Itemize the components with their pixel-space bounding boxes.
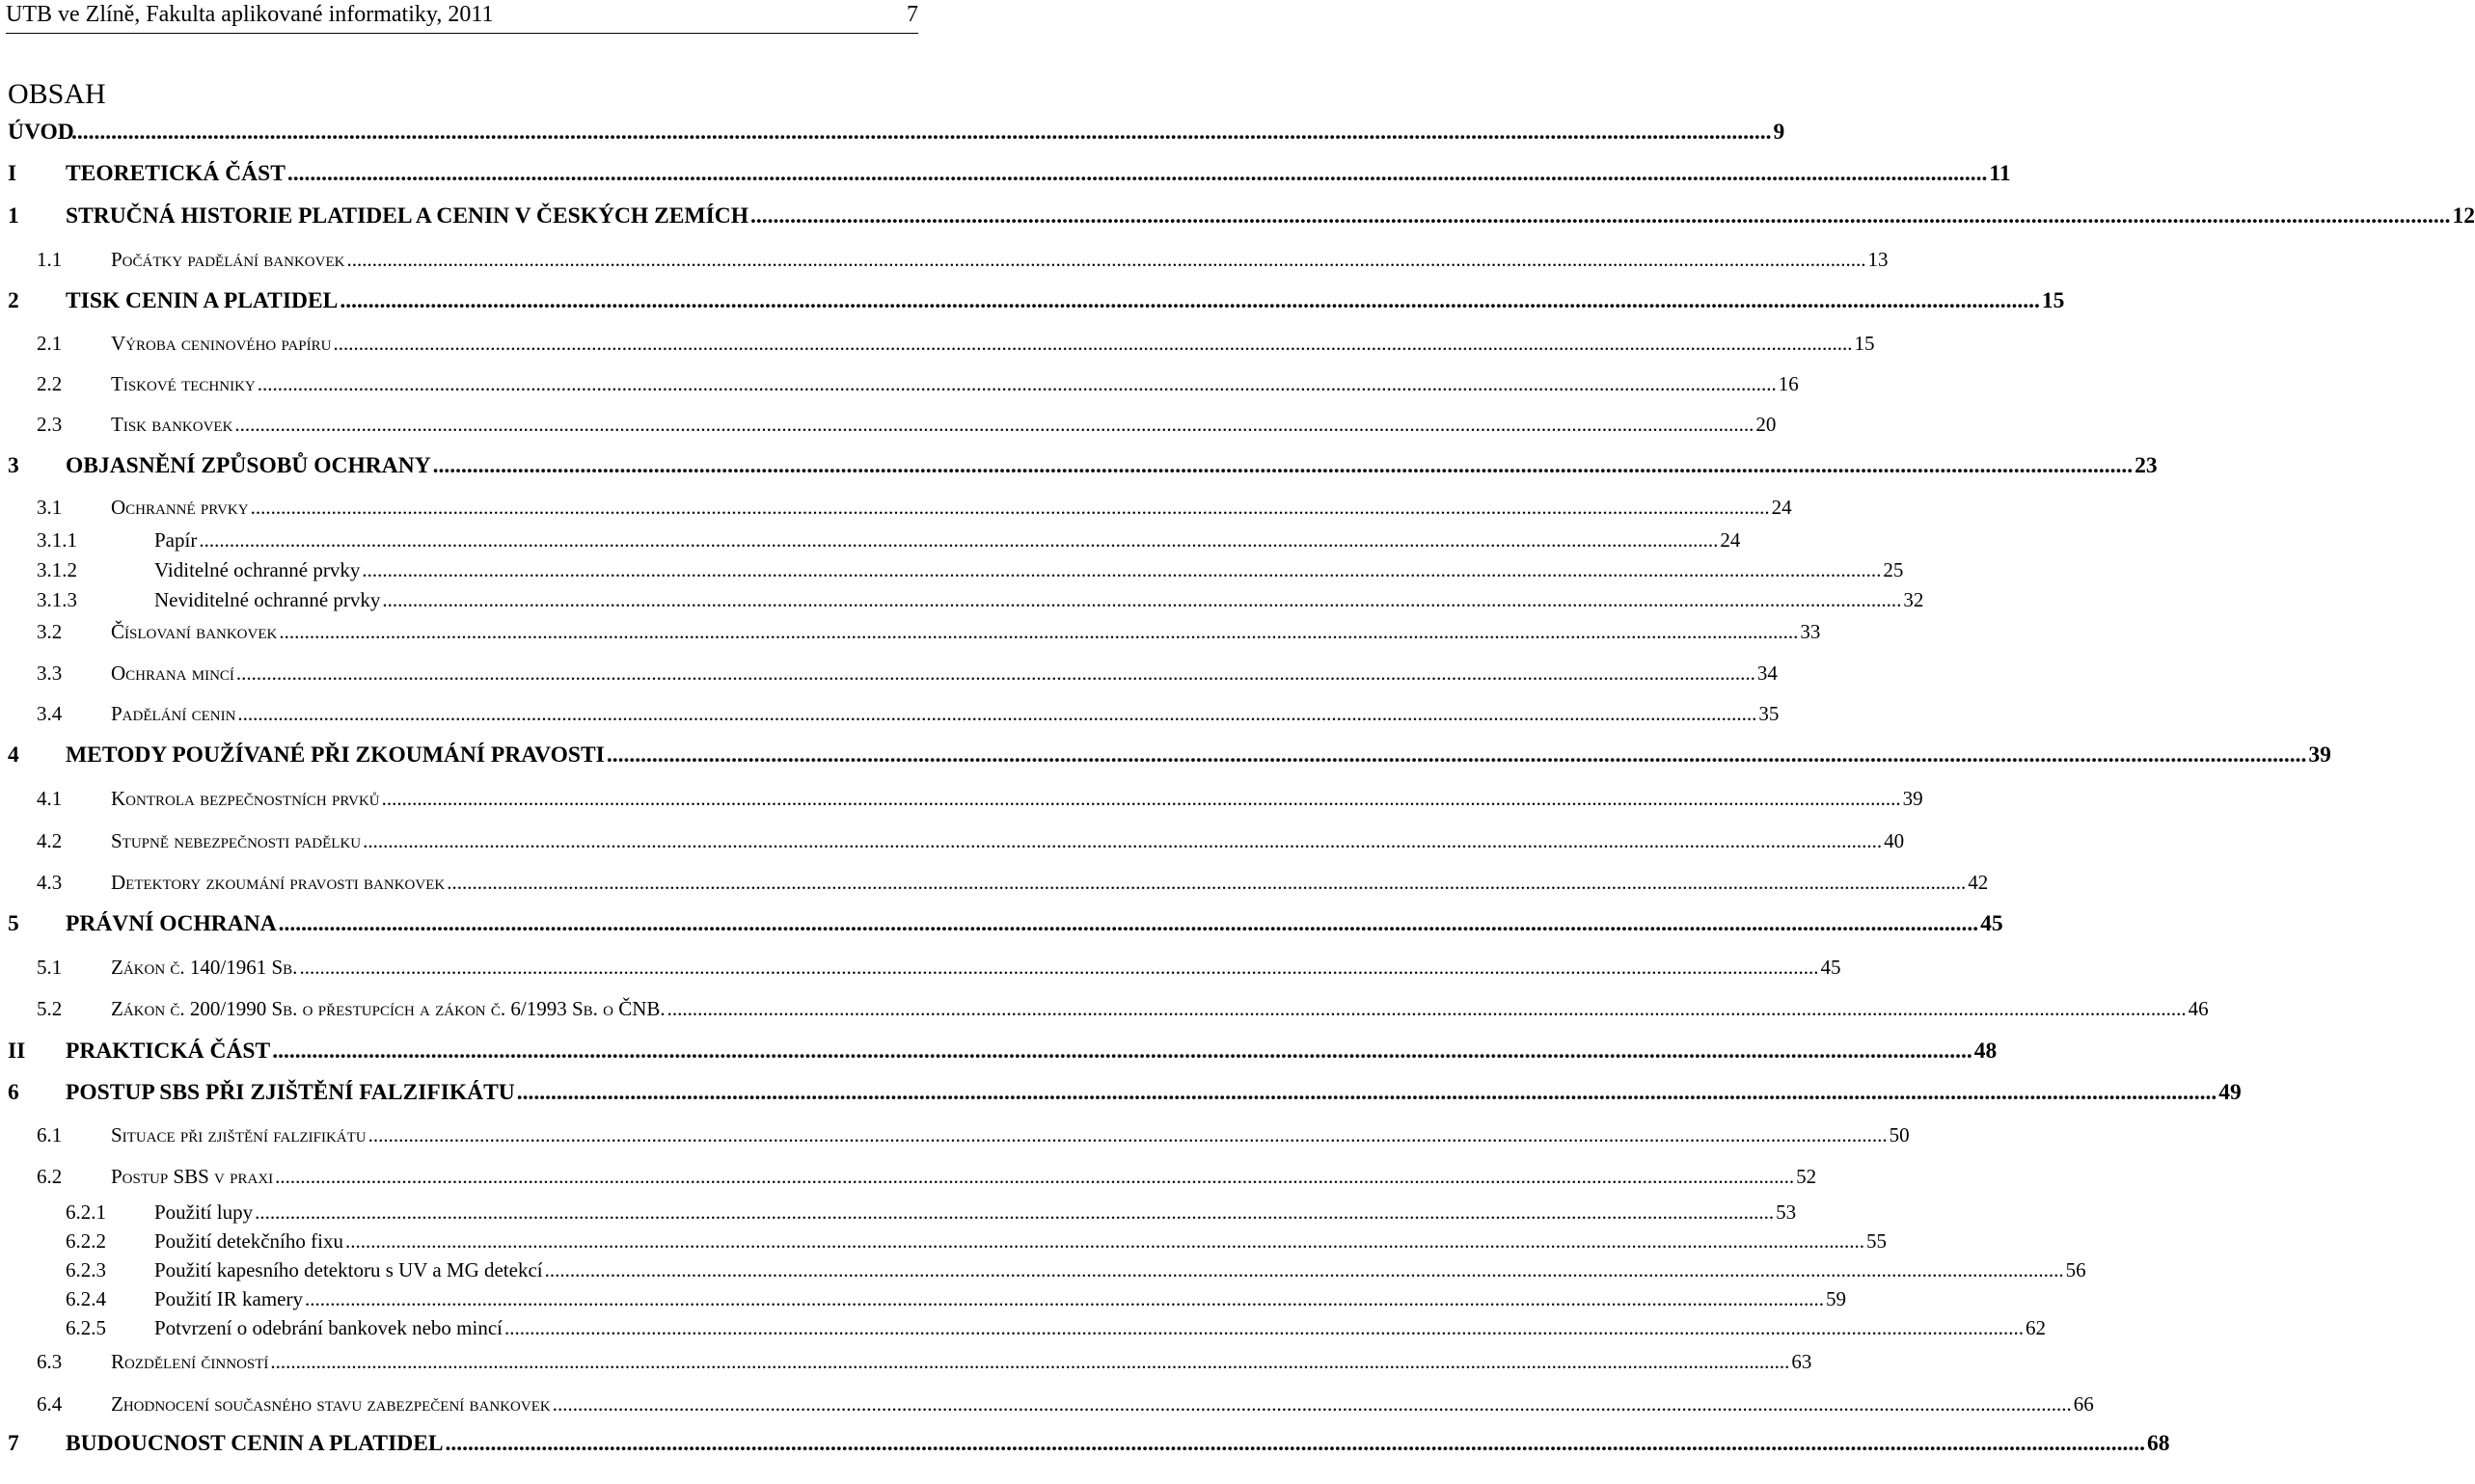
toc-leader-dots: ............................................................................................................................................................................................................................................................................................................ — [272, 1039, 1972, 1064]
toc-entry-title: Padělání cenin — [111, 702, 236, 725]
toc-entry[interactable] — [0, 1258, 2086, 1285]
toc-leader-dots: ............................................................................................................................................................................................................................................................................................................ — [71, 120, 1772, 145]
toc-entry-page: 39 — [2308, 742, 2331, 768]
toc-entry-page: 32 — [1903, 588, 1924, 611]
toc-entry-number: 6.2.5 — [66, 1316, 106, 1339]
toc-entry-title: Použití detekčního fixu — [154, 1229, 343, 1253]
toc-entry-number: 2 — [8, 288, 19, 313]
toc-entry[interactable] — [0, 1431, 2170, 1460]
toc-entry-title: OBJASNĚNÍ ZPŮSOBŮ OCHRANY — [66, 453, 431, 478]
toc-entry-number: 6.2 — [37, 1165, 63, 1188]
toc-leader-dots: ............................................................................................................................................................................................................................................................................................................ — [257, 372, 1777, 395]
toc-entry-page: 11 — [1989, 161, 2011, 186]
toc-entry-number: 2.1 — [37, 332, 63, 355]
toc-entry-title: Ochrana mincí — [111, 661, 234, 685]
toc-entry-page: 50 — [1889, 1123, 1910, 1147]
toc-entry-number: 4.1 — [37, 787, 63, 810]
toc-entry-title: Potvrzení o odebrání bankovek nebo mincí — [154, 1316, 503, 1339]
toc-entry[interactable] — [0, 787, 1923, 814]
toc-entry[interactable] — [0, 496, 1792, 523]
toc-leader-dots: ............................................................................................................................................................................................................................................................................................................ — [279, 620, 1799, 643]
toc-entry-page: 15 — [1854, 332, 1875, 355]
toc-leader-dots: ............................................................................................................................................................................................................................................................................................................ — [255, 1201, 1775, 1224]
toc-entry-number: 1.1 — [37, 248, 63, 271]
toc-entry-page: 13 — [1867, 248, 1889, 271]
toc-entry-title: Zákon č. 140/1961 Sb. — [111, 956, 298, 979]
toc-entry-number: 7 — [8, 1431, 19, 1456]
toc-leader-dots: ............................................................................................................................................................................................................................................................................................................ — [270, 1350, 1790, 1373]
toc-entry-page: 24 — [1771, 496, 1792, 519]
toc-entry-title: Zákon č. 200/1990 Sb. o přestupcích a zákon č. 6/1993 Sb. o ČNB. — [111, 997, 666, 1020]
page-number: 7 — [907, 2, 918, 27]
toc-entry-number: 6.2.2 — [66, 1229, 106, 1253]
toc-entry[interactable] — [0, 1287, 1846, 1314]
toc-entry-number: 3.3 — [37, 661, 63, 685]
toc-entry-title: POSTUP SBS PŘI ZJIŠTĚNÍ FALZIFIKÁTU — [66, 1080, 515, 1105]
toc-entry[interactable] — [0, 248, 1889, 275]
toc-entry-page: 59 — [1825, 1287, 1846, 1310]
toc-leader-dots: ............................................................................................................................................................................................................................................................................................................ — [363, 829, 1883, 852]
toc-entry-page: 39 — [1902, 787, 1923, 810]
toc-entry-title: PRÁVNÍ OCHRANA — [66, 911, 277, 936]
toc-entry-title: BUDOUCNOST CENIN A PLATIDEL — [66, 1431, 444, 1456]
toc-leader-dots: ............................................................................................................................................................................................................................................................................................................ — [666, 997, 2187, 1020]
toc-entry[interactable] — [0, 911, 2003, 940]
toc-entry[interactable] — [0, 1350, 1812, 1377]
toc-entry-title: Použití IR kamery — [154, 1287, 303, 1310]
toc-entry-page: 66 — [2073, 1392, 2094, 1416]
toc-leader-dots: ............................................................................................................................................................................................................................................................................................................ — [606, 742, 2307, 768]
toc-entry[interactable] — [0, 661, 1778, 688]
toc-entry-number: 3.1.3 — [37, 588, 77, 611]
toc-entry-page: 63 — [1791, 1350, 1812, 1373]
toc-entry-page: 35 — [1758, 702, 1780, 725]
toc-entry-page: 49 — [2218, 1080, 2242, 1105]
toc-leader-dots: ............................................................................................................................................................................................................................................................................................................ — [346, 248, 1866, 271]
toc-entry-page: 33 — [1800, 620, 1821, 643]
toc-entry[interactable] — [0, 528, 1741, 555]
toc-leader-dots: ............................................................................................................................................................................................................................................................................................................ — [750, 203, 2451, 229]
toc-entry-title: STRUČNÁ HISTORIE PLATIDEL A CENIN V ČESKÝCH ZEMÍCH — [66, 203, 749, 229]
toc-entry[interactable] — [0, 620, 1821, 647]
toc-entry-page: 68 — [2147, 1431, 2170, 1456]
toc-entry-number: 2.3 — [37, 413, 63, 436]
toc-entry[interactable] — [0, 120, 1785, 148]
toc-entry[interactable] — [0, 742, 2331, 771]
toc-entry[interactable] — [0, 588, 1924, 615]
toc-entry-title: Použití kapesního detektoru s UV a MG detekcí — [154, 1258, 543, 1282]
toc-entry-page: 23 — [2135, 453, 2158, 478]
toc-entry-title: PRAKTICKÁ ČÁST — [66, 1039, 271, 1064]
toc-entry-page: 48 — [1973, 1039, 1998, 1064]
toc-entry-number: 4.2 — [37, 829, 63, 852]
header-title: UTB ve Zlíně, Fakulta aplikované informatiky, 2011 — [6, 2, 494, 27]
toc-entry-title: Tisk bankovek — [111, 413, 233, 436]
toc-entry-page: 45 — [1820, 956, 1841, 979]
toc-leader-dots: ............................................................................................................................................................................................................................................................................................................ — [237, 702, 1757, 725]
toc-entry[interactable] — [0, 1123, 1910, 1150]
toc-entry[interactable] — [0, 413, 1777, 440]
toc-leader-dots: ............................................................................................................................................................................................................................................................................................................ — [447, 871, 1967, 894]
toc-entry-title: Situace při zjištění falzifikátu — [111, 1123, 367, 1147]
toc-leader-dots: ............................................................................................................................................................................................................................................................................................................ — [432, 453, 2134, 478]
toc-entry[interactable] — [0, 1201, 1797, 1228]
toc-entry[interactable] — [0, 1392, 2094, 1419]
toc-entry-number: 3.4 — [37, 702, 63, 725]
toc-entry-title: Viditelné ochranné prvky — [154, 558, 361, 581]
toc-entry[interactable] — [0, 1080, 2242, 1109]
toc-entry-page: 52 — [1796, 1165, 1817, 1188]
toc-entry-title: Postup SBS v praxi — [111, 1165, 274, 1188]
toc-leader-dots: ............................................................................................................................................................................................................................................................................................................ — [235, 661, 1755, 685]
toc-entry-title: TEORETICKÁ ČÁST — [66, 161, 286, 186]
toc-entry-title: Papír — [154, 528, 198, 552]
toc-leader-dots: ............................................................................................................................................................................................................................................................................................................ — [333, 332, 1853, 355]
toc-entry[interactable] — [0, 956, 1841, 983]
toc-entry-number: 4 — [8, 742, 19, 768]
toc-entry[interactable] — [0, 702, 1780, 729]
toc-entry-title: Rozdělení činností — [111, 1350, 269, 1373]
toc-leader-dots: ............................................................................................................................................................................................................................................................................................................ — [278, 911, 1979, 936]
toc-entry[interactable] — [0, 1039, 1998, 1067]
toc-entry-number: 6.2.3 — [66, 1258, 106, 1282]
toc-entry-number: 3.1.2 — [37, 558, 77, 581]
toc-entry-number: 3.2 — [37, 620, 63, 643]
toc-entry[interactable] — [0, 203, 2475, 232]
toc-entry-page: 34 — [1756, 661, 1778, 685]
toc-entry-page: 40 — [1884, 829, 1905, 852]
toc-entry-title: Kontrola bezpečnostních prvků — [111, 787, 380, 810]
toc-entry[interactable] — [0, 1316, 2046, 1343]
toc-entry-page: 46 — [2188, 997, 2209, 1020]
toc-entry-number: 6.4 — [37, 1392, 63, 1416]
toc-leader-dots: ............................................................................................................................................................................................................................................................................................................ — [382, 588, 1902, 611]
toc-entry-page: 55 — [1865, 1229, 1887, 1253]
toc-entry-number: I — [8, 161, 17, 186]
toc-entry-page: 62 — [2026, 1316, 2046, 1339]
toc-entry[interactable] — [0, 288, 2065, 317]
toc-leader-dots: ............................................................................................................................................................................................................................................................................................................ — [544, 1258, 2064, 1282]
toc-leader-dots: ............................................................................................................................................................................................................................................................................................................ — [367, 1123, 1888, 1147]
toc-entry-title: TISK CENIN A PLATIDEL — [66, 288, 339, 313]
toc-leader-dots: ............................................................................................................................................................................................................................................................................................................ — [516, 1080, 2217, 1105]
toc-leader-dots: ............................................................................................................................................................................................................................................................................................................ — [275, 1165, 1795, 1188]
toc-leader-dots: ............................................................................................................................................................................................................................................................................................................ — [286, 161, 1988, 186]
toc-entry-page: 15 — [2041, 288, 2065, 313]
toc-leader-dots: ............................................................................................................................................................................................................................................................................................................ — [445, 1431, 2146, 1456]
toc-leader-dots: ............................................................................................................................................................................................................................................................................................................ — [504, 1316, 2024, 1339]
toc-entry-number: 6.3 — [37, 1350, 63, 1373]
toc-entry-number: 4.3 — [37, 871, 63, 894]
toc-entry[interactable] — [0, 997, 2209, 1024]
toc-entry[interactable] — [0, 1229, 1887, 1256]
toc-leader-dots: ............................................................................................................................................................................................................................................................................................................ — [299, 956, 1819, 979]
toc-entry-page: 9 — [1773, 120, 1785, 145]
toc-entry-number: II — [8, 1039, 26, 1064]
toc-entry-number: 6 — [8, 1080, 19, 1105]
toc-entry-title: Neviditelné ochranné prvky — [154, 588, 381, 611]
toc-entry[interactable] — [0, 453, 2158, 482]
toc-entry-title: Počátky padělání bankovek — [111, 248, 345, 271]
toc-leader-dots: ............................................................................................................................................................................................................................................................................................................ — [234, 413, 1754, 436]
toc-entry-title: Detektory zkoumání pravosti bankovek — [111, 871, 446, 894]
toc-entry-title: Ochranné prvky — [111, 496, 249, 519]
toc-entry-number: 5 — [8, 911, 19, 936]
toc-entry-number: 5.2 — [37, 997, 63, 1020]
toc-entry-number: ÚVOD — [8, 120, 74, 145]
toc-entry[interactable] — [0, 558, 1904, 585]
toc-entry-number: 6.1 — [37, 1123, 63, 1147]
toc-entry-title: Tiskové techniky — [111, 372, 256, 395]
toc-entry-number: 3 — [8, 453, 19, 478]
toc-leader-dots: ............................................................................................................................................................................................................................................................................................................ — [199, 528, 1719, 552]
toc-entry[interactable] — [0, 332, 1875, 359]
toc-entry-title: Použití lupy — [154, 1201, 254, 1224]
toc-entry-page: 45 — [1980, 911, 2003, 936]
toc-entry-number: 6.2.1 — [66, 1201, 106, 1224]
toc-leader-dots: ............................................................................................................................................................................................................................................................................................................ — [340, 288, 2040, 313]
toc-entry-number: 1 — [8, 203, 19, 229]
toc-entry-title: Výroba ceninového papíru — [111, 332, 332, 355]
toc-entry-page: 53 — [1776, 1201, 1797, 1224]
toc-entry-number: 3.1 — [37, 496, 63, 519]
toc-leader-dots: ............................................................................................................................................................................................................................................................................................................ — [381, 787, 1901, 810]
toc-entry[interactable] — [0, 372, 1799, 399]
toc-entry-title: Stupně nebezpečnosti padělku — [111, 829, 362, 852]
toc-leader-dots: ............................................................................................................................................................................................................................................................................................................ — [304, 1287, 1824, 1310]
toc-leader-dots: ............................................................................................................................................................................................................................................................................................................ — [250, 496, 1770, 519]
toc-entry-page: 25 — [1883, 558, 1904, 581]
toc-entry-page: 42 — [1968, 871, 1989, 894]
toc-entry-number: 6.2.4 — [66, 1287, 106, 1310]
toc-entry[interactable] — [0, 1165, 1817, 1192]
toc-leader-dots: ............................................................................................................................................................................................................................................................................................................ — [362, 558, 1882, 581]
toc-entry-page: 20 — [1755, 413, 1777, 436]
toc-entry-title: METODY POUŽÍVANÉ PŘI ZKOUMÁNÍ PRAVOSTI — [66, 742, 605, 768]
toc-leader-dots: ............................................................................................................................................................................................................................................................................................................ — [344, 1229, 1864, 1253]
toc-leader-dots: ............................................................................................................................................................................................................................................................................................................ — [552, 1392, 2072, 1416]
toc-entry[interactable] — [0, 871, 1989, 898]
toc-entry-title: Číslovaní bankovek — [111, 620, 278, 643]
toc-entry-title: Zhodnocení současného stavu zabezpečení bankovek — [111, 1392, 551, 1416]
toc-entry-number: 3.1.1 — [37, 528, 77, 552]
toc-entry-page: 24 — [1720, 528, 1741, 552]
toc-entry[interactable] — [0, 161, 2011, 190]
toc-entry-page: 16 — [1778, 372, 1799, 395]
toc-entry[interactable] — [0, 829, 1905, 856]
toc-entry-page: 12 — [2452, 203, 2475, 229]
toc-entry-number: 2.2 — [37, 372, 63, 395]
toc-entry-number: 5.1 — [37, 956, 63, 979]
toc-heading: OBSAH — [8, 78, 106, 110]
toc-entry-page: 56 — [2065, 1258, 2086, 1282]
